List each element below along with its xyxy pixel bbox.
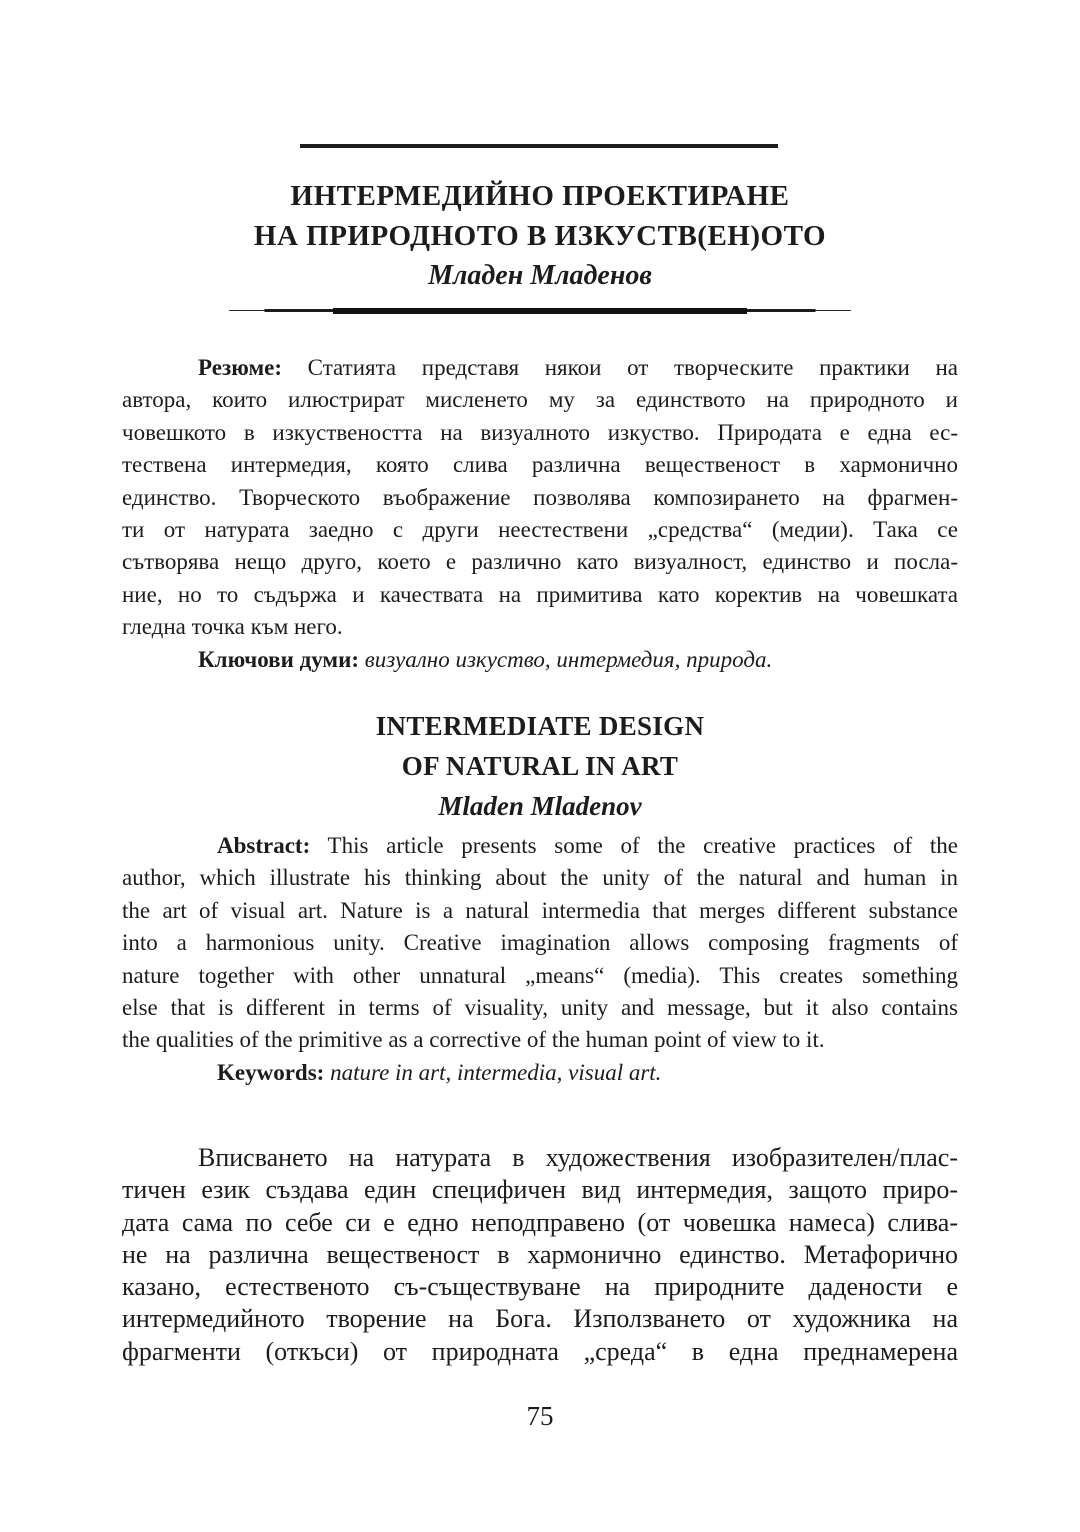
text-line: Резюме: Статията представя някои от творческите практики на: [198, 355, 958, 380]
text-line: гледна точка към него.: [122, 614, 343, 640]
separator-thick-line: [333, 308, 747, 314]
text-line: the art of visual art. Nature is a natural intermedia that merges different substance: [122, 897, 958, 923]
body-paragraph-lines: [122, 1142, 958, 1368]
bulgarian-author-name: Младен Младенов: [428, 260, 652, 291]
english-title-line1: INTERMEDIATE DESIGN: [375, 711, 705, 741]
english-author-name: Mladen Mladenov: [438, 791, 642, 821]
text-line: Вписването на натурата в художествения изобразителен/плас-: [198, 1143, 958, 1172]
text-line: дата сама по себе си е едно неподправено (от човешка намеса) слива-: [122, 1207, 958, 1237]
text-line: интермедийното творение на Бога. Използването от художника на: [122, 1304, 958, 1334]
bulgarian-abstract-paragraph: [122, 352, 958, 676]
text-line: author, which illustrate his thinking about the unity of the natural and human in: [122, 865, 958, 891]
bulgarian-title-line1: ИНТЕРМЕДИЙНО ПРОЕКТИРАНЕ: [290, 180, 790, 212]
page-number: 75: [526, 1401, 554, 1431]
bulgarian-title-line2: НА ПРИРОДНОТО В ИЗКУСТВ(ЕН)ОТО: [253, 220, 827, 252]
text-line: ти от натурата заедно с други неестествени „средства“ (медии). Така се: [122, 517, 958, 543]
text-line: тичен език създава един специфичен вид интермедия, защото приро-: [122, 1175, 958, 1205]
english-title-block: [122, 706, 958, 826]
text-line: не на различна вещественост в хармонично единство. Метафорично: [122, 1239, 958, 1269]
text-line: казано, естественото съ-съществуване на природните дадености е: [122, 1272, 958, 1302]
english-keywords-label: Keywords:: [217, 1059, 325, 1085]
english-title-line2: OF NATURAL IN ART: [401, 751, 679, 781]
text-line: nature together with other unnatural „means“ (media). This creates something: [122, 962, 958, 988]
text-line: else that is different in terms of visuality, unity and message, but it also contains: [122, 995, 958, 1021]
english-keywords-line: [122, 1057, 958, 1089]
text-line: the qualities of the primitive as a corrective of the human point of view to it.: [122, 1027, 825, 1053]
text-line: сътворява нещо друго, което е различно като визуалност, единство и посла-: [122, 549, 958, 575]
bulgarian-keywords-text: визуално изкуство, интермедия, природа.: [364, 646, 773, 672]
bulgarian-keywords-label: Ключови думи:: [198, 646, 360, 672]
paragraph-label: Abstract:: [217, 833, 311, 858]
bulgarian-title-block: [122, 176, 958, 296]
english-abstract-lines: [122, 830, 958, 1057]
text-line: фрагменти (откъси) от природната „среда“ в една преднамерена: [122, 1336, 958, 1366]
body-paragraph: [122, 1142, 958, 1368]
text-line: Abstract: This article presents some of the creative practices of the: [217, 833, 958, 858]
text-line: into a harmonious unity. Creative imagination allows composing fragments of: [122, 930, 958, 956]
text-line: ние, но то съдържа и качествата на примитива като коректив на човешката: [122, 581, 958, 607]
paragraph-label: Резюме:: [198, 355, 283, 380]
bulgarian-abstract-lines: [122, 352, 958, 644]
bulgarian-keywords-line: [122, 644, 958, 676]
text-line: единство. Творческото въображение позволява композирането на фрагмен-: [122, 484, 958, 510]
text-line: тествена интермедия, която слива различна вещественост в хармонично: [122, 452, 958, 478]
title-separator-rule: [122, 305, 958, 317]
english-keywords-text: nature in art, intermedia, visual art.: [330, 1059, 662, 1085]
text-line: автора, които илюстрират мисленето му за единството на природното и: [122, 387, 958, 413]
top-divider-rule: [300, 144, 778, 148]
english-abstract-paragraph: [122, 830, 958, 1089]
text-line: човешкото в изкуствеността на визуалното изкуство. Природата е една ес-: [122, 419, 958, 445]
